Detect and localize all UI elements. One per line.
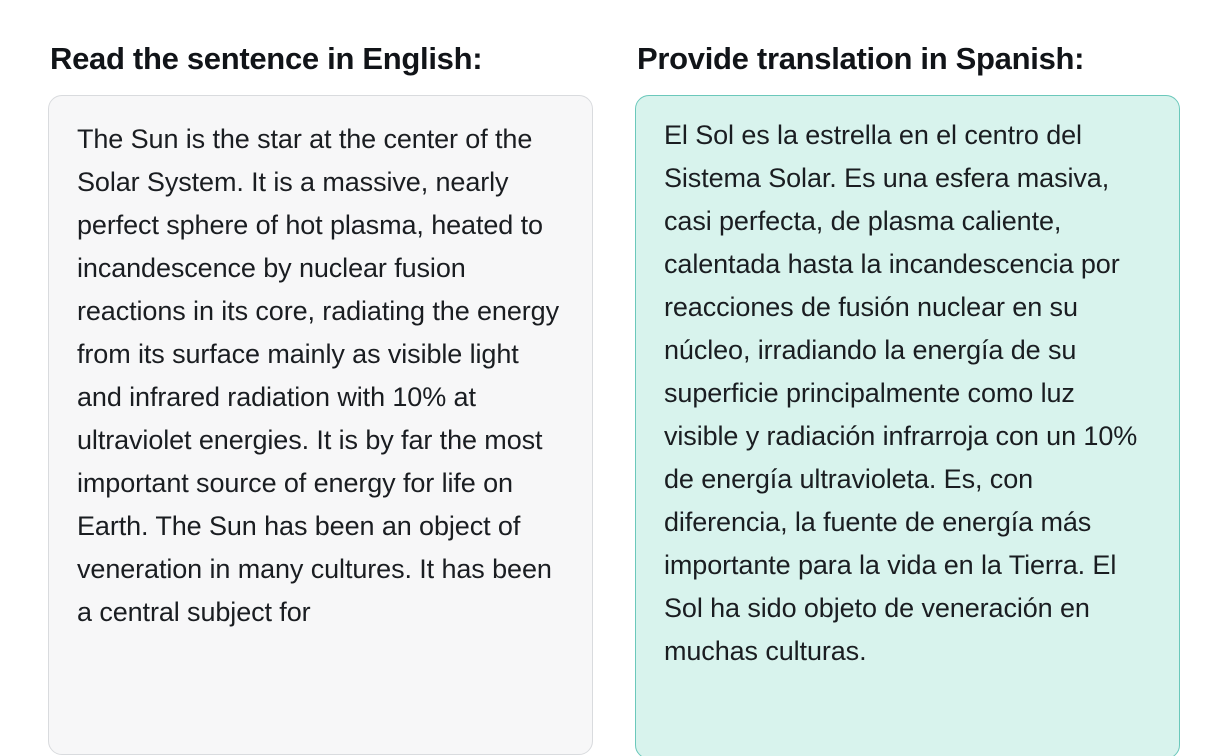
source-text-panel xyxy=(48,95,593,755)
target-heading: Provide translation in Spanish: xyxy=(637,41,1085,76)
translation-text: El Sol es la estrella en el centro del Sistema Solar. Es una esfera masiva, casi perfecta, de plasma caliente, calentada hasta la incandescencia por reacciones de fusión nuclear en su núcleo, irradiando la energía de su superficie principalmente como luz visible y radiación infrarroja con un 10% de energía ultravioleta. Es, con diferencia, la fuente de energía más importante para la vida en la Tierra. El Sol ha sido objeto de veneración en muchas culturas. xyxy=(664,120,1138,667)
source-text: The Sun is the star at the center of the Solar System. It is a massive, nearly perfect sphere of hot plasma, heated to incandescence by nuclear fusion reactions in its core, radiating the energy from its surface mainly as visible light and infrared radiation with 10% at ultraviolet energies. It is by far the most important source of energy for life on Earth. The Sun has been an object of veneration in many cultures. It has been a central subject for xyxy=(77,124,559,628)
translation-input[interactable] xyxy=(635,95,1180,756)
target-column xyxy=(635,40,1180,756)
source-column xyxy=(48,40,593,755)
source-heading: Read the sentence in English: xyxy=(50,41,483,76)
